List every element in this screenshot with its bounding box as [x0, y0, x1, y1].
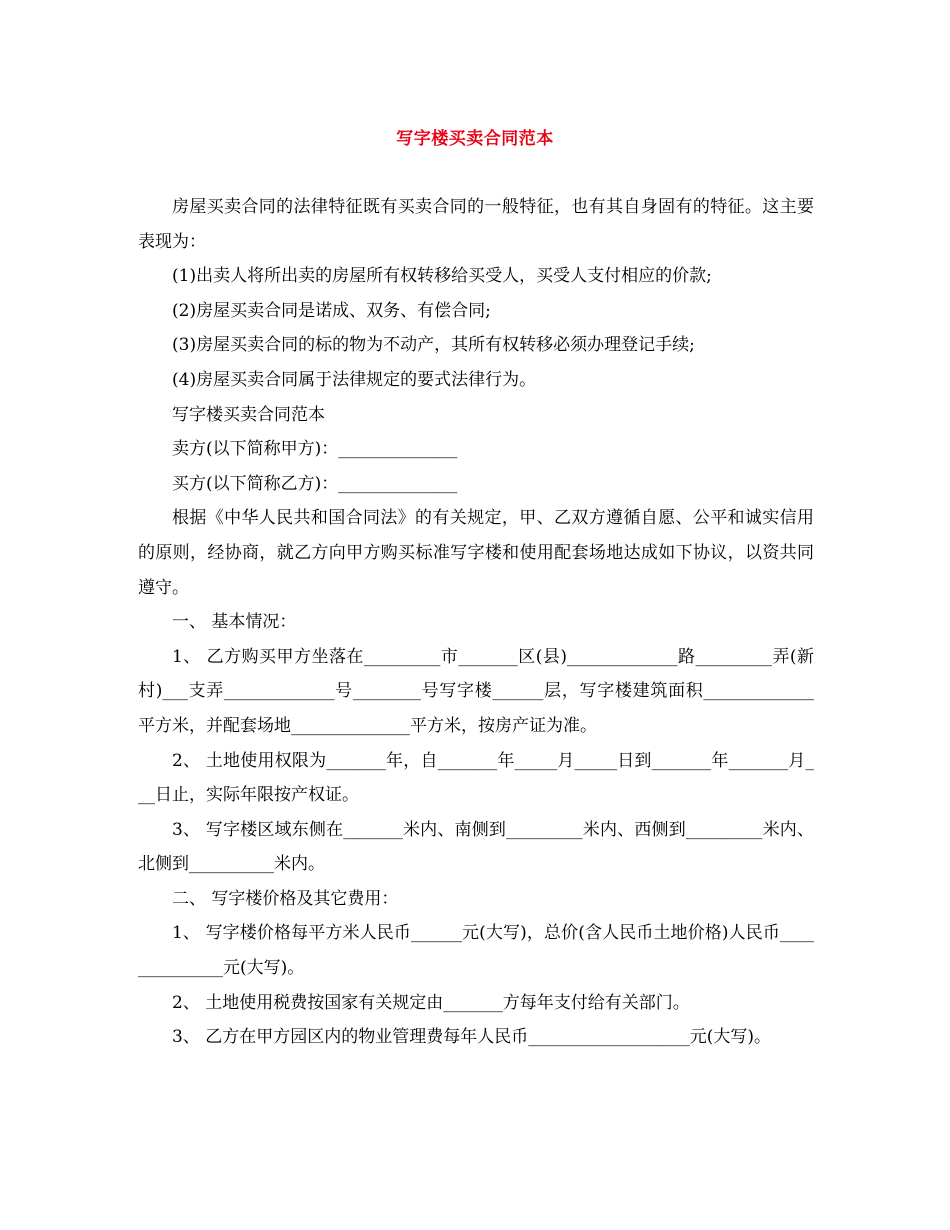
clause-2-1-price: 1、 写字楼价格每平方米人民币______元(大写)，总价(含人民币土地价格)人民币______________元(大写)。: [138, 923, 814, 979]
paragraph-feature-3: (3)房屋买卖合同的标的物为不动产，其所有权转移必须办理登记手续;: [172, 335, 695, 356]
section-heading-basic: 一、 基本情况：: [172, 612, 297, 633]
clause-2-2-land-tax: 2、 土地使用税费按国家有关规定由_______方每年支付给有关部门。: [172, 992, 690, 1013]
paragraph-template-heading: 写字楼买卖合同范本: [172, 404, 325, 425]
document-body: [138, 190, 814, 1055]
document-title: 写字楼买卖合同范本: [396, 129, 554, 149]
paragraph-buyer: 买方(以下简称乙方)：______________: [172, 473, 458, 494]
clause-2-3-property-fee: 3、 乙方在甲方园区内的物业管理费每年人民币___________________元(大写)。: [172, 1027, 771, 1048]
section-heading-price: 二、 写字楼价格及其它费用：: [172, 888, 399, 909]
clause-1-2-land-use-term: 2、 土地使用权限为_______年，自_______年_____月_____日到_______年_______月___日止，实际年限按产权证。: [138, 750, 814, 806]
paragraph-feature-4: (4)房屋买卖合同属于法律规定的要式法律行为。: [172, 369, 537, 390]
clause-1-1-location: 1、 乙方购买甲方坐落在_________市_______区(县)_____________路_________弄(新村)___支弄_____________号________号写字楼______层，写字楼建筑面积_____________平方米，并配套场地______________平方米，按房产证为准。: [138, 646, 814, 736]
paragraph-preamble: 根据《中华人民共和国合同法》的有关规定，甲、乙双方遵循自愿、公平和诚实信用的原则，经协商，就乙方向甲方购买标准写字楼和使用配套场地达成如下协议，以资共同遵守。: [138, 508, 814, 598]
paragraph-intro: 房屋买卖合同的法律特征既有买卖合同的一般特征，也有其自身固有的特征。这主要表现为：: [138, 197, 814, 252]
clause-1-3-boundaries: 3、 写字楼区域东侧在_______米内、南侧到_________米内、西侧到_________米内、北侧到__________米内。: [138, 819, 814, 875]
paragraph-feature-2: (2)房屋买卖合同是诺成、双务、有偿合同;: [172, 300, 491, 321]
paragraph-seller: 卖方(以下简称甲方)：______________: [172, 439, 458, 460]
paragraph-feature-1: (1)出卖人将所出卖的房屋所有权转移给买受人，买受人支付相应的价款;: [172, 266, 712, 287]
